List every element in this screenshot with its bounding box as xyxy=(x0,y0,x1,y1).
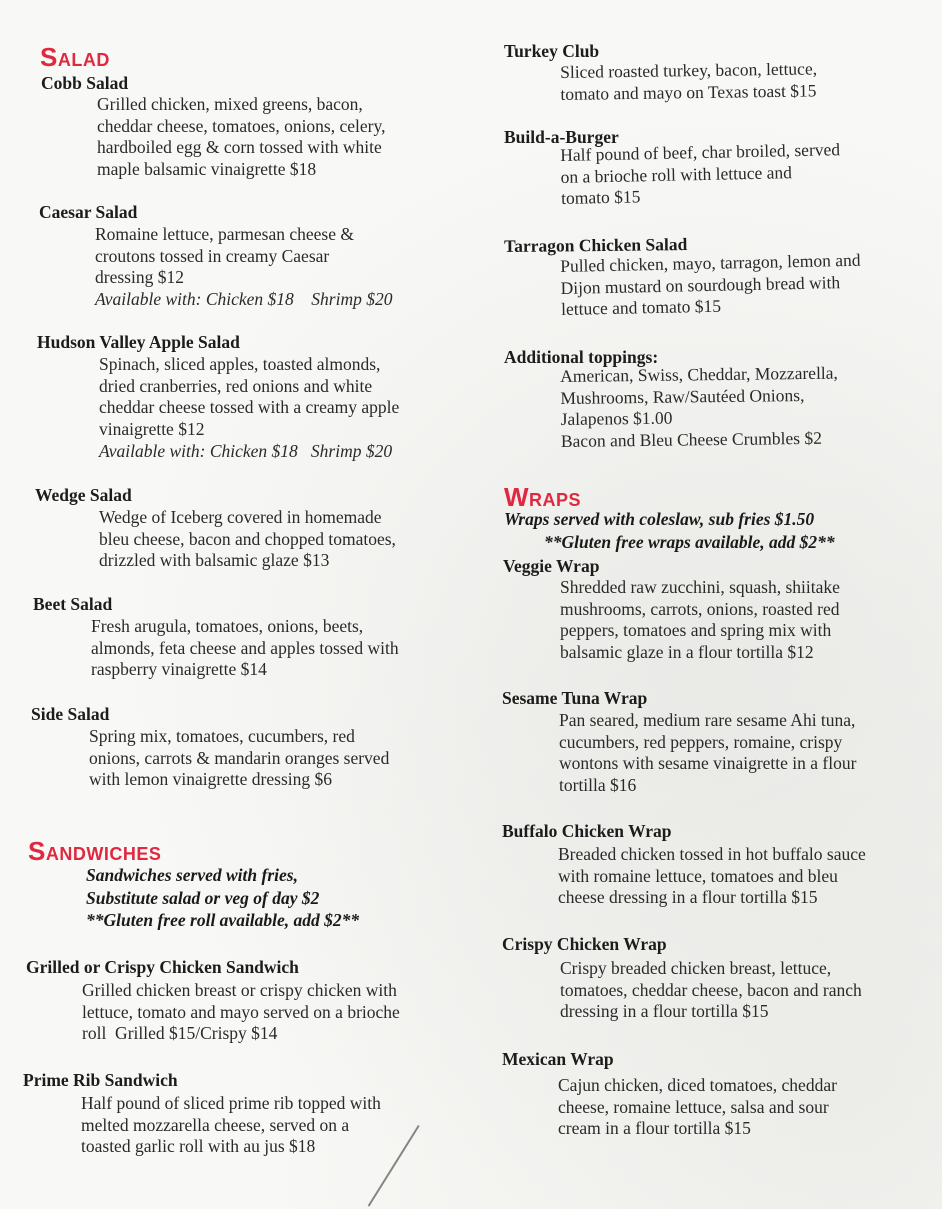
desc-line: cheese, romaine lettuce, salsa and sour xyxy=(558,1096,829,1117)
desc-line: cheddar cheese, tomatoes, onions, celery, xyxy=(97,115,386,136)
availability-note: Available with: Chicken $18 Shrimp $20 xyxy=(95,289,393,310)
desc-line: Half pound of sliced prime rib topped with xyxy=(81,1093,381,1113)
desc-line: dressing in a flour tortilla $15 xyxy=(560,1001,769,1022)
section-title-sandwiches: Sandwiches xyxy=(28,836,162,866)
item-description xyxy=(99,507,396,572)
sandwiches-notes xyxy=(86,864,359,932)
item-description xyxy=(558,1075,837,1140)
item-name: Prime Rib Sandwich xyxy=(23,1070,178,1090)
desc-line: mushrooms, carrots, onions, roasted red xyxy=(560,598,840,619)
desc-line: dried cranberries, red onions and white xyxy=(99,375,373,396)
desc-line: almonds, feta cheese and apples tossed with xyxy=(91,637,399,658)
desc-line: onions, carrots & mandarin oranges served xyxy=(89,747,390,768)
desc-line: Spring mix, tomatoes, cucumbers, red xyxy=(89,726,355,746)
item-description xyxy=(81,1093,381,1158)
item-name: Buffalo Chicken Wrap xyxy=(502,821,672,841)
item-name: Wedge Salad xyxy=(35,485,132,505)
toppings-list xyxy=(560,363,839,453)
item-name: Veggie Wrap xyxy=(503,556,600,576)
desc-line: wontons with sesame vinaigrette in a flour xyxy=(559,753,857,774)
desc-line: Half pound of beef, char broiled, served xyxy=(560,139,841,165)
desc-line: Breaded chicken tossed in hot buffalo sauce xyxy=(558,844,866,864)
item-description xyxy=(559,710,856,797)
desc-line: Bacon and Bleu Cheese Crumbles $2 xyxy=(560,427,823,452)
item-description xyxy=(89,726,389,791)
item-name: Caesar Salad xyxy=(39,202,138,222)
item-name: Beet Salad xyxy=(33,594,113,614)
item-description xyxy=(97,94,385,181)
item-name: Tarragon Chicken Salad xyxy=(504,234,688,256)
desc-line: toasted garlic roll with au jus $18 xyxy=(81,1136,316,1157)
item-description xyxy=(560,139,841,210)
note-line: **Gluten free wraps available, add $2** xyxy=(544,531,835,552)
note-line: Wraps served with coleslaw, sub fries $1.50 xyxy=(504,509,815,529)
item-name: Crispy Chicken Wrap xyxy=(502,934,667,954)
note-line: Substitute salad or veg of day $2 xyxy=(86,887,320,908)
desc-line: peppers, tomatoes and spring mix with xyxy=(560,620,832,641)
desc-line: cheddar cheese tossed with a creamy apple xyxy=(99,397,400,418)
item-description xyxy=(560,250,862,321)
item-description xyxy=(558,844,866,909)
section-title-wraps: Wraps xyxy=(504,482,582,512)
note-line: **Gluten free roll available, add $2** xyxy=(86,910,360,930)
availability-note: Available with: Chicken $18 Shrimp $20 xyxy=(99,440,393,461)
desc-line: Wedge of Iceberg covered in homemade xyxy=(99,507,382,527)
desc-line: maple balsamic vinaigrette $18 xyxy=(97,159,317,180)
desc-line: tomato and mayo on Texas toast $15 xyxy=(560,80,817,104)
desc-line: lettuce and tomato $15 xyxy=(560,296,722,320)
desc-line: Shredded raw zucchini, squash, shiitake xyxy=(560,577,840,597)
item-description xyxy=(560,577,840,664)
item-description xyxy=(91,616,399,681)
desc-line: Cajun chicken, diced tomatoes, cheddar xyxy=(558,1075,837,1095)
desc-line: raspberry vinaigrette $14 xyxy=(91,659,267,680)
item-description xyxy=(560,58,817,105)
desc-line: Grilled chicken, mixed greens, bacon, xyxy=(97,94,363,114)
item-name: Mexican Wrap xyxy=(502,1049,614,1069)
desc-line: vinaigrette $12 xyxy=(99,419,205,440)
desc-line: Jalapenos $1.00 xyxy=(560,408,673,430)
desc-line: tomatoes, cheddar cheese, bacon and ranch xyxy=(560,979,862,1000)
item-name: Hudson Valley Apple Salad xyxy=(37,332,240,352)
desc-line: cream in a flour tortilla $15 xyxy=(558,1118,751,1139)
toppings-label: Additional toppings: xyxy=(504,347,659,367)
desc-line: American, Swiss, Cheddar, Mozzarella, xyxy=(560,362,838,386)
desc-line: lettuce, tomato and mayo served on a brioche xyxy=(82,1001,400,1022)
desc-line: Romaine lettuce, parmesan cheese & xyxy=(95,224,354,244)
desc-line: Fresh arugula, tomatoes, onions, beets, xyxy=(91,616,364,636)
desc-line: with lemon vinaigrette dressing $6 xyxy=(89,769,333,790)
desc-line: croutons tossed in creamy Caesar xyxy=(95,245,330,266)
item-name: Cobb Salad xyxy=(41,73,129,93)
desc-line: Pan seared, medium rare sesame Ahi tuna, xyxy=(559,710,856,730)
item-description xyxy=(82,980,400,1045)
item-description xyxy=(95,224,392,311)
desc-line: Crispy breaded chicken breast, lettuce, xyxy=(560,958,832,978)
item-description xyxy=(560,958,862,1023)
desc-line: hardboiled egg & corn tossed with white xyxy=(97,137,382,158)
item-name: Grilled or Crispy Chicken Sandwich xyxy=(26,957,299,977)
desc-line: melted mozzarella cheese, served on a xyxy=(81,1114,350,1135)
desc-line: tomato $15 xyxy=(560,186,641,209)
desc-line: cheese dressing in a flour tortilla $15 xyxy=(558,887,818,908)
desc-line: drizzled with balsamic glaze $13 xyxy=(99,550,330,571)
desc-line: Grilled chicken breast or crispy chicken with xyxy=(82,980,397,1000)
desc-line: tortilla $16 xyxy=(559,775,637,796)
desc-line: bleu cheese, bacon and chopped tomatoes, xyxy=(99,528,396,549)
desc-line: Spinach, sliced apples, toasted almonds, xyxy=(99,354,381,374)
desc-line: dressing $12 xyxy=(95,267,184,288)
item-description xyxy=(99,354,399,463)
wraps-notes xyxy=(504,508,835,553)
desc-line: Pulled chicken, mayo, tarragon, lemon and xyxy=(560,249,861,276)
item-name: Side Salad xyxy=(31,704,110,724)
desc-line: Dijon mustard on sourdough bread with xyxy=(560,271,841,298)
item-name: Turkey Club xyxy=(504,41,600,61)
desc-line: cucumbers, red peppers, romaine, crispy xyxy=(559,731,843,752)
item-name: Sesame Tuna Wrap xyxy=(502,688,648,708)
section-title-salad: Salad xyxy=(40,42,110,72)
desc-line: balsamic glaze in a flour tortilla $12 xyxy=(560,642,814,663)
desc-line: roll Grilled $15/Crispy $14 xyxy=(82,1023,278,1044)
desc-line: Sliced roasted turkey, bacon, lettuce, xyxy=(560,58,818,82)
desc-line: with romaine lettuce, tomatoes and bleu xyxy=(558,865,838,886)
note-line: Sandwiches served with fries, xyxy=(86,865,298,885)
desc-line: Mushrooms, Raw/Sautéed Onions, xyxy=(560,384,805,408)
item-name: Build-a-Burger xyxy=(504,127,619,147)
desc-line: on a brioche roll with lettuce and xyxy=(560,161,793,187)
